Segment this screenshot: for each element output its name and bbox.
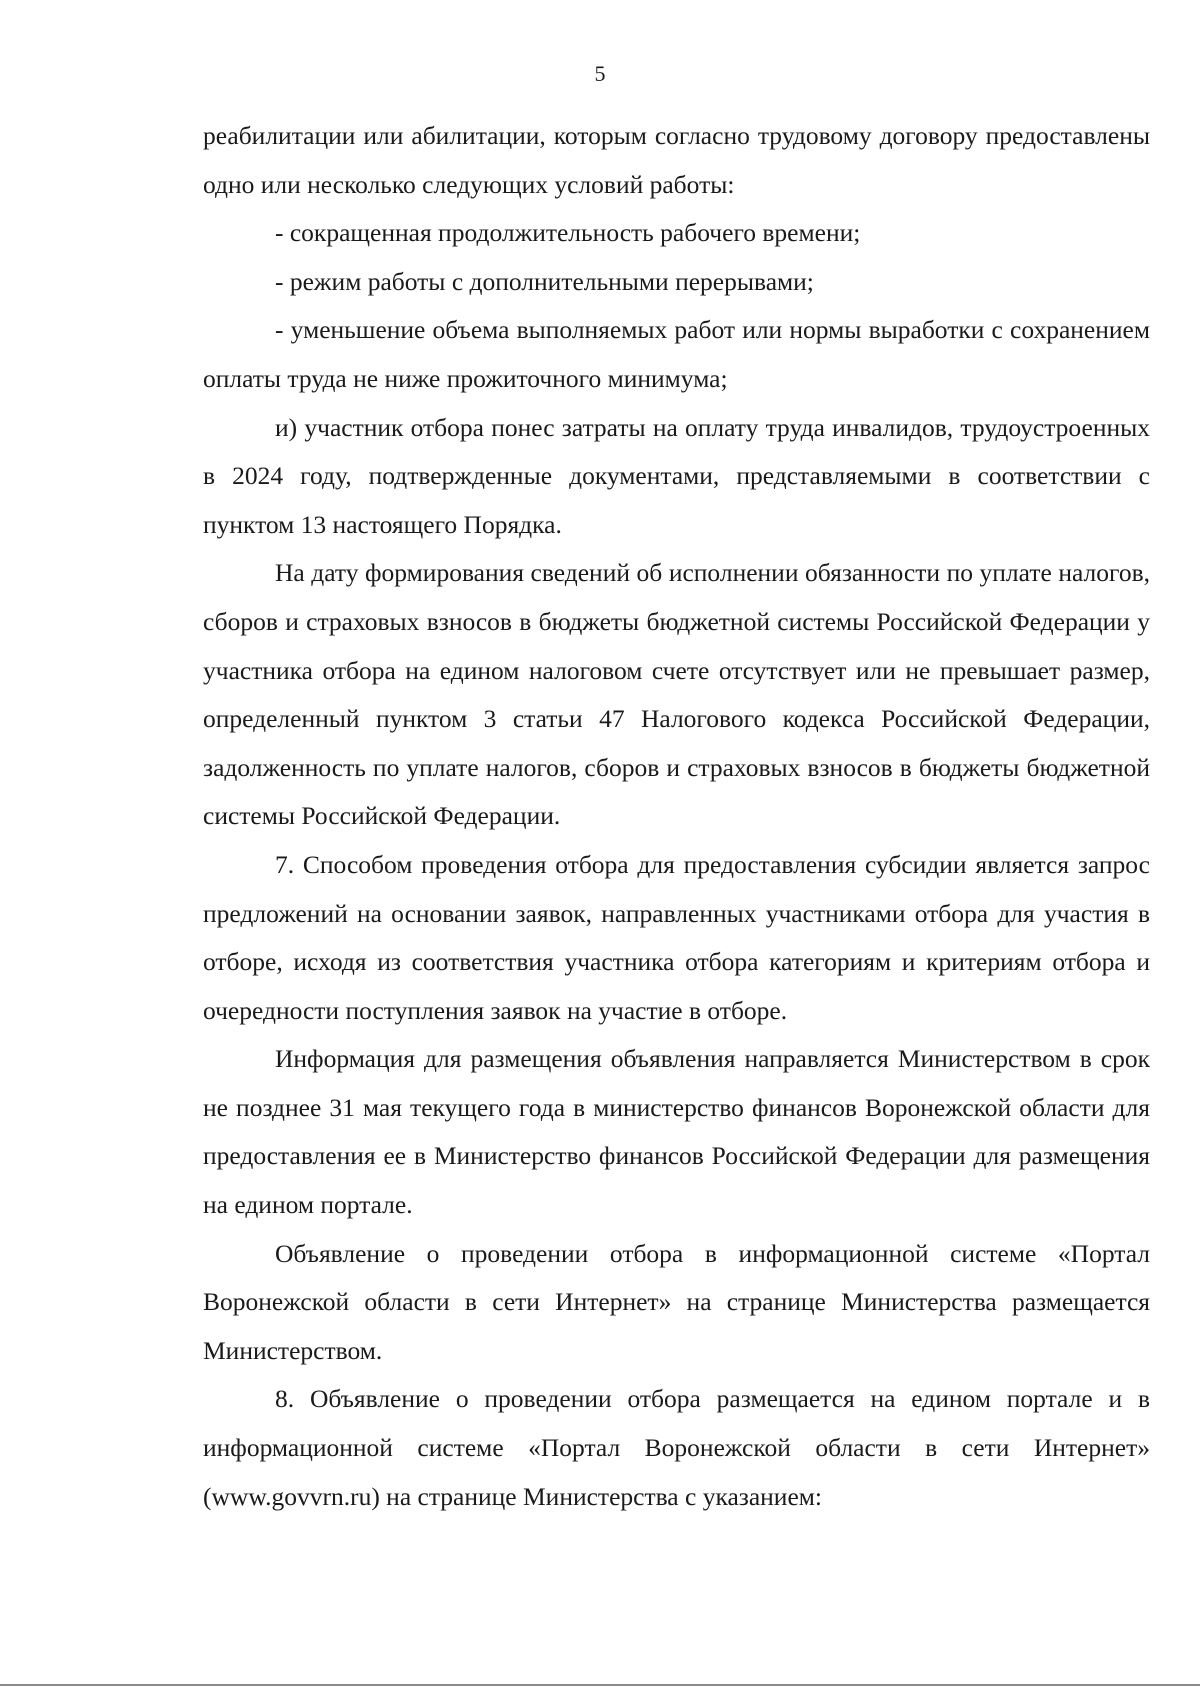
page-number: 5: [594, 61, 606, 86]
paragraph-clause-8: 8. Объявление о проведении отбора размещается на едином портале и в информационной системе «Портал Воронежской области в сети Интернет» (www.govvrn.ru) на странице Министерства с указанием:: [203, 1384, 1150, 1511]
list-item-reduced-workload: - уменьшение объема выполняемых работ или нормы выработки с сохранением оплаты труда не ниже прожиточного минимума;: [203, 315, 1150, 393]
paragraph-clause-7: 7. Способом проведения отбора для предоставления субсидии является запрос предложений на основании заявок, направленных участниками отбора для участия в отборе, исходя из соответствия участника отбора категориям и критериям отбора и очередности поступления заявок на участие в отборе.: [203, 849, 1150, 1025]
paragraph-announcement-portal: Объявление о проведении отбора в информационной системе «Портал Воронежской области в сети Интернет» на странице Министерства размещается Министерством.: [203, 1238, 1150, 1365]
paragraph-continuation: реабилитации или абилитации, которым согласно трудовому договору предоставлены одно или несколько следующих условий работы:: [203, 121, 1150, 199]
bottom-scan-edge: [0, 1684, 1200, 1686]
document-body: [203, 112, 1150, 1521]
list-item-reduced-hours: - сокращенная продолжительность рабочего времени;: [275, 218, 861, 248]
paragraph-item-i: и) участник отбора понес затраты на оплату труда инвалидов, трудоустроенных в 2024 году, подтвержденные документами, представляемыми в соответствии с пунктом 13 настоящего Порядка.: [203, 412, 1150, 539]
paragraph-announcement-info: Информация для размещения объявления направляется Министерством в срок не позднее 31 мая текущего года в министерство финансов Воронежской области для предоставления ее в Министерство финансов Российской Федерации для размещения на едином портале.: [203, 1044, 1150, 1220]
paragraph-tax-debt: На дату формирования сведений об исполнении обязанности по уплате налогов, сборов и страховых взносов в бюджеты бюджетной системы Российской Федерации у участника отбора на едином налоговом счете отсутствует или не превышает размер, определенный пунктом 3 статьи 47 Налогового кодекса Российской Федерации, задолженность по уплате налогов, сборов и страховых взносов в бюджеты бюджетной системы Российской Федерации.: [203, 558, 1150, 831]
list-item-extra-breaks: - режим работы с дополнительными перерывами;: [275, 266, 814, 296]
